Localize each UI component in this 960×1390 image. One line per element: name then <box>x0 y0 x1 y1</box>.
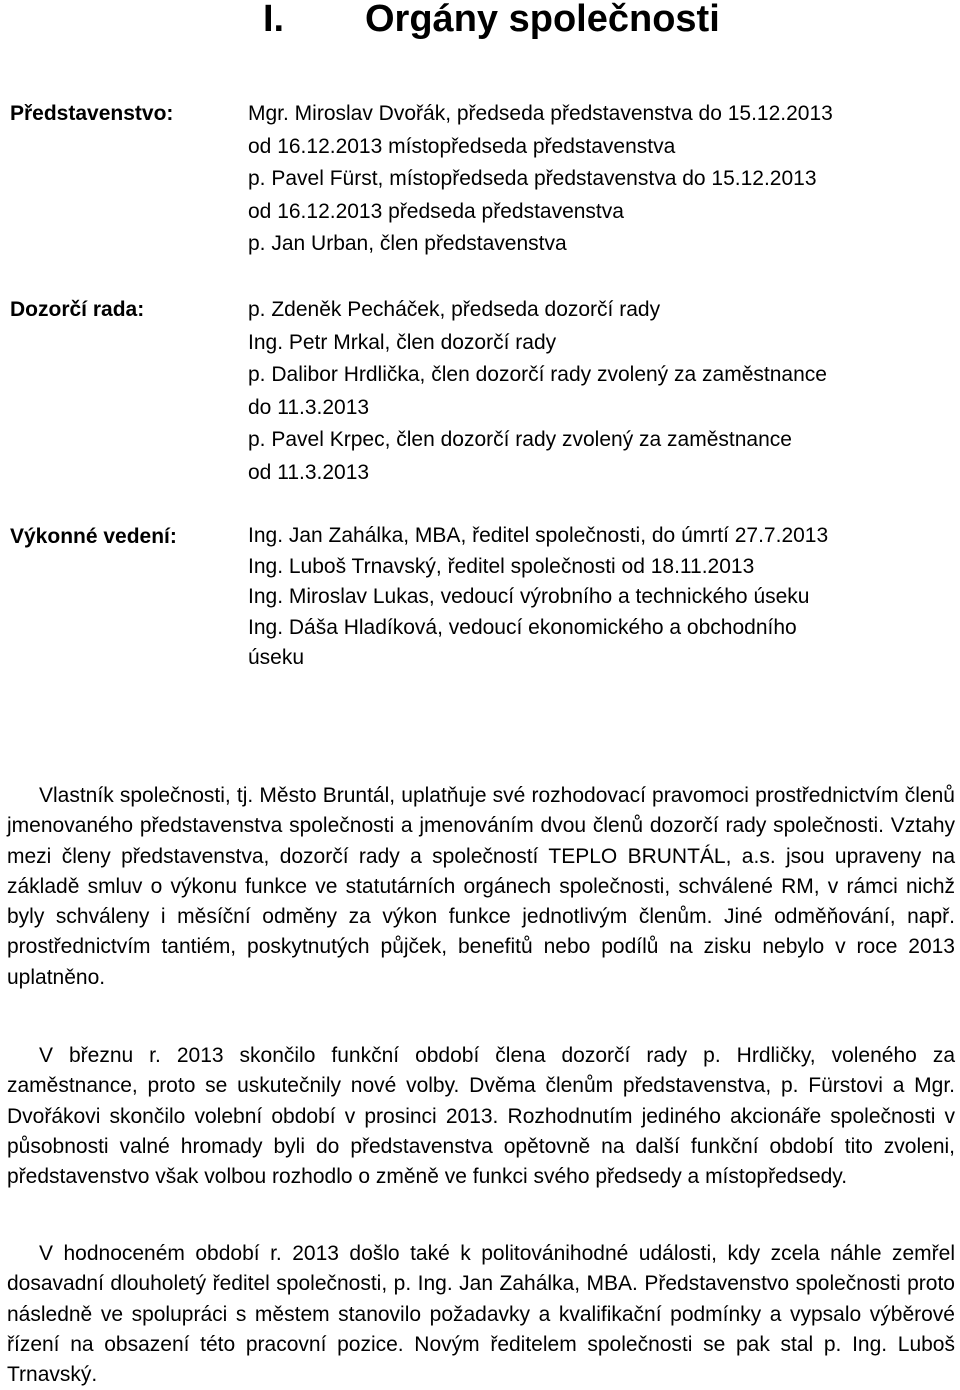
paragraph-owner: Vlastník společnosti, tj. Město Bruntál, uplatňuje své rozhodovací pravomoci prostřednictvím členů jmenovaného představenstva společnosti a jmenováním dvou členů dozorčí rady společnosti. Vztahy mezi členy představenstva, dozorčí rady a společností TEPLO BRUNTÁL, a.s. jsou upraveny na základě smluv o výkonu funkce ve statutárních orgánech společnosti, schválené RM, v rámci nichž byly schváleny i měsíční odměny za výkon funkce jednotlivým členům. Jiné odměňování, např. prostřednictvím tantiém, poskytnutých půjček, benefitů nebo podílů na zisku nebylo v roce 2013 uplatněno. <box>7 784 955 989</box>
executive-line: Ing. Miroslav Lukas, vedoucí výrobního a technického úseku <box>248 585 810 608</box>
supervisory-line: p. Pavel Krpec, člen dozorčí rady zvolený za zaměstnance <box>248 428 792 452</box>
paragraph-director: V hodnoceném období r. 2013 došlo také k politovánihodné události, kdy zcela náhle zemřel dosavadní dlouholetý ředitel společnosti, p. Ing. Jan Zahálka, MBA. Představenstvo společnosti proto následně ve spolupráci s městem stanovilo požadavky a kvalifikační podmínky a vypsalo výběrové řízení na obsazení této pracovní pozice. Novým ředitelem společnosti se pak stal p. Ing. Luboš Trnavský. <box>7 1242 955 1387</box>
supervisory-board-members <box>248 294 827 490</box>
paragraph-elections: V březnu r. 2013 skončilo funkční období člena dozorčí rady p. Hrdličky, voleného za zaměstnance, proto se uskutečnily nové volby. Dvěma členům představenstva, p. Fürstovi a Mgr. Dvořákovi skončilo volební období v prosinci 2013. Rozhodnutím jediného akcionáře společnosti v působnosti valné hromady byli do představenstva opětovně na další funkční období tito zvoleni, představenstvo však volbou rozhodlo o změně ve funkci svého předsedy a místopředsedy. <box>7 1044 955 1189</box>
executive-line: Ing. Jan Zahálka, MBA, ředitel společnosti, do úmrtí 27.7.2013 <box>248 524 829 547</box>
board-line: od 16.12.2013 předseda představenstva <box>248 199 624 223</box>
chapter-number: I. <box>263 0 285 40</box>
supervisory-line: p. Dalibor Hrdlička, člen dozorčí rady zvolený za zaměstnance <box>248 363 827 387</box>
board-line: p. Pavel Fürst, místopředseda představenstva do 15.12.2013 <box>248 167 817 191</box>
supervisory-line: do 11.3.2013 <box>248 395 370 419</box>
supervisory-line: p. Zdeněk Pecháček, předseda dozorčí rady <box>248 298 661 321</box>
board-section <box>0 98 960 268</box>
supervisory-line: Ing. Petr Mrkal, člen dozorčí rady <box>248 330 557 354</box>
board-line: Mgr. Miroslav Dvořák, předseda představenstva do 15.12.2013 <box>248 102 833 125</box>
executive-management-members <box>248 521 948 674</box>
board-members <box>248 98 833 261</box>
executive-management-label: Výkonné vedení: <box>10 525 177 548</box>
executive-management-section <box>0 521 960 681</box>
board-line: od 16.12.2013 místopředseda představenstva <box>248 134 676 158</box>
executive-line: Ing. Dáša Hladíková, vedoucí ekonomického a obchodního <box>248 615 797 639</box>
supervisory-line: od 11.3.2013 <box>248 460 370 484</box>
executive-line: úseku <box>248 646 305 669</box>
board-label: Představenstvo: <box>10 102 174 125</box>
board-line: p. Jan Urban, člen představenstva <box>248 232 567 256</box>
chapter-title: Orgány společnosti <box>365 0 720 40</box>
supervisory-board-label: Dozorčí rada: <box>10 298 145 321</box>
supervisory-board-section <box>0 294 960 494</box>
executive-line: Ing. Luboš Trnavský, ředitel společnosti od 18.11.2013 <box>248 554 755 578</box>
